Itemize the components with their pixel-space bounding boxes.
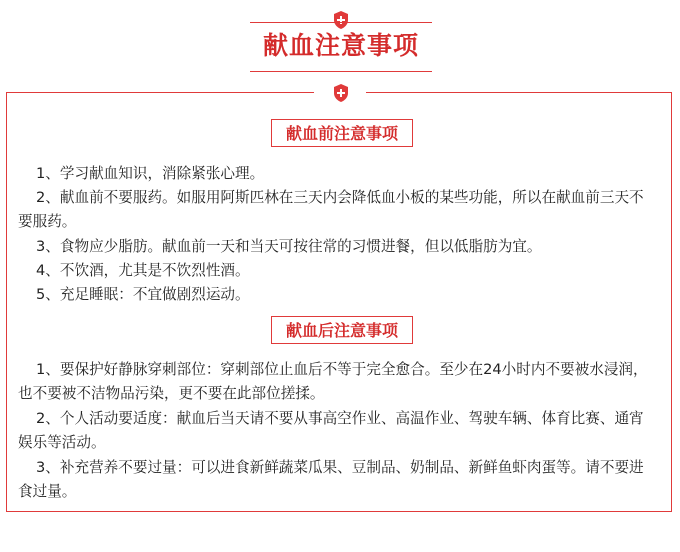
list-item: 2、个人活动要适度：献血后当天请不要从事高空作业、高温作业、驾驶车辆、体育比赛、通宵娱乐等活动。 [18, 410, 644, 451]
section-title-after-donation: 献血后注意事项 [271, 316, 413, 344]
frame-top-left-edge [6, 92, 34, 93]
list-item: 3、食物应少脂肪。献血前一天和当天可按往常的习惯进餐，但以低脂肪为宜。 [36, 238, 542, 255]
list-item: 4、不饮酒，尤其是不饮烈性酒。 [36, 262, 250, 279]
medical-shield-icon [332, 10, 350, 30]
divider-right-line [366, 92, 646, 93]
list-item: 3、补充营养不要过量：可以进食新鲜蔬菜瓜果、豆制品、奶制品、新鲜鱼虾肉蛋等。请不要进食过量。 [18, 459, 644, 500]
list-item: 2、献血前不要服药。如服用阿斯匹林在三天内会降低血小板的某些功能，所以在献血前三天不要服药。 [18, 189, 644, 230]
medical-shield-icon [332, 83, 350, 103]
list-item: 1、要保护好静脉穿刺部位：穿刺部位止血后不等于完全愈合。至少在24小时内不要被水浸润，也不要被不洁物品污染，更不要在此部位搓揉。 [18, 361, 648, 402]
list-item: 5、充足睡眠：不宜做剧烈运动。 [36, 286, 250, 303]
divider-left-line [34, 92, 314, 93]
title-top-rule [250, 22, 432, 23]
list-item: 1、学习献血知识，消除紧张心理。 [36, 165, 265, 182]
frame-top-right-edge [646, 92, 672, 93]
title-bottom-rule [250, 71, 432, 72]
page-title: 献血注意事项 [262, 31, 419, 60]
section-title-before-donation: 献血前注意事项 [271, 119, 413, 147]
